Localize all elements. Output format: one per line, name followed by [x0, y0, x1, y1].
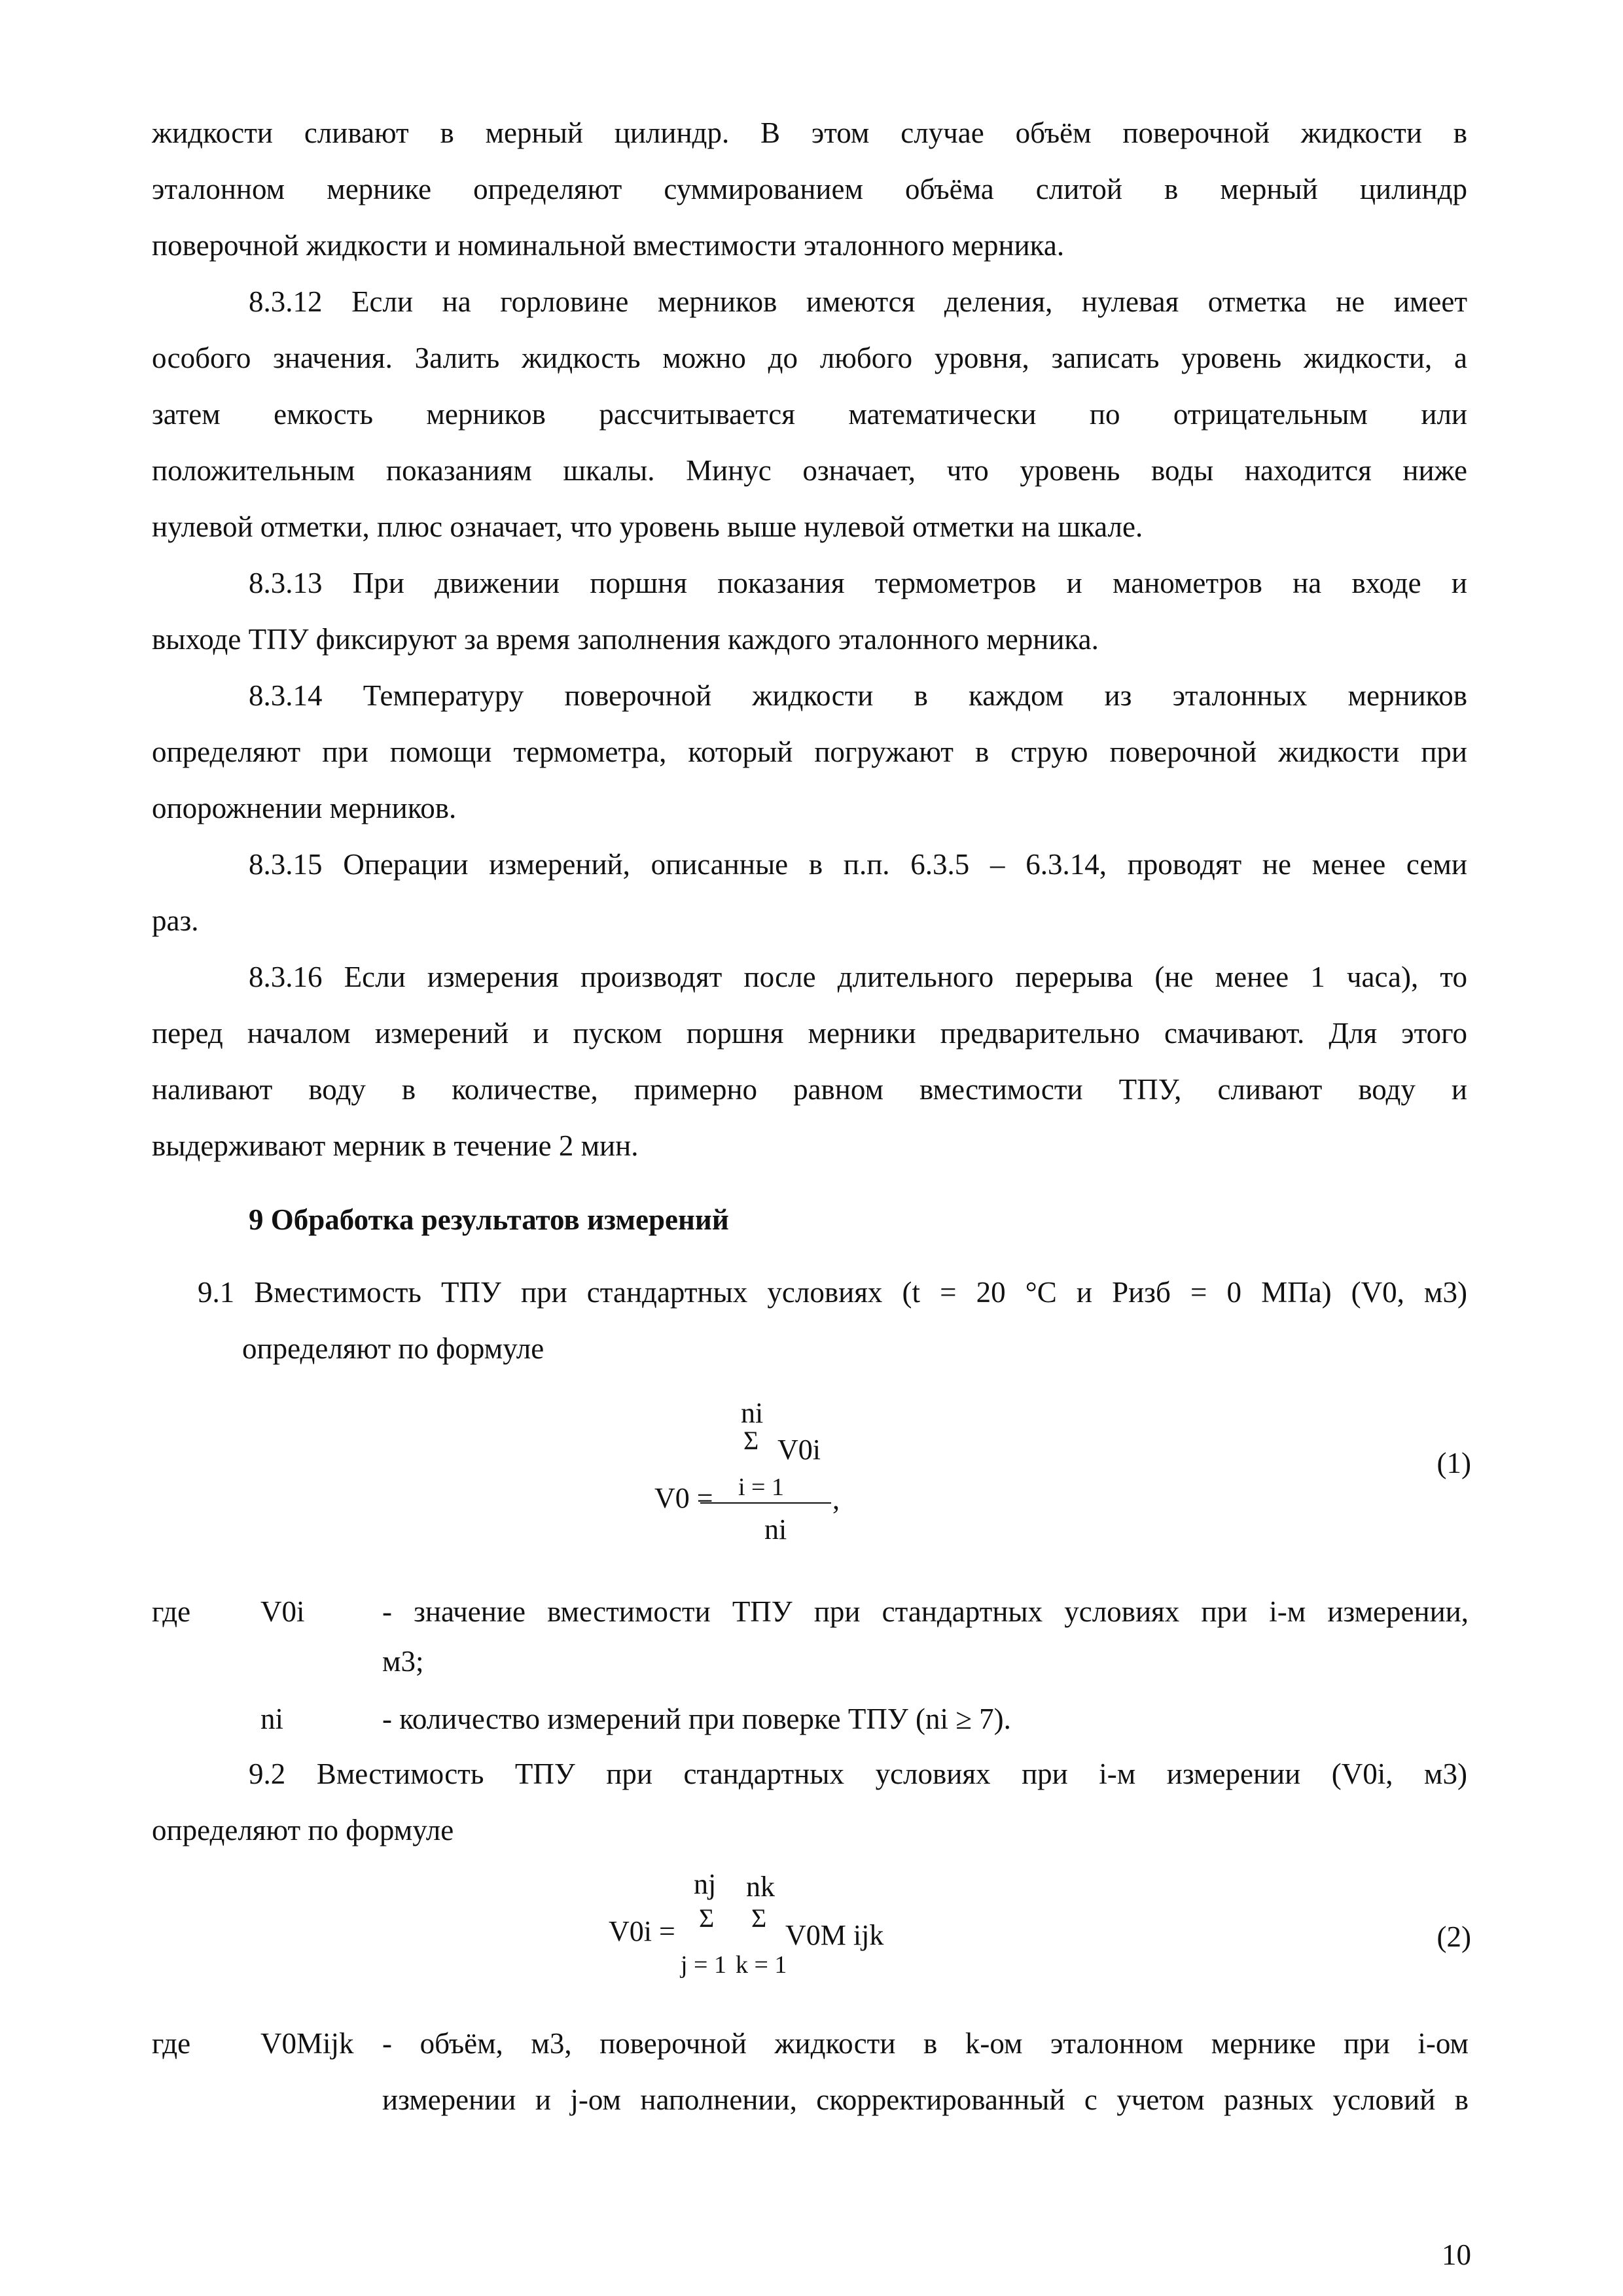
definition-v0i-unit: м3; [382, 1645, 424, 1678]
text-line: затем емкость мерников рассчитывается математически по отрицательным или [152, 398, 1467, 431]
paragraph-8-3-15 [152, 836, 1467, 949]
text-line: раз. [152, 904, 199, 937]
sum-sign-j: Σ [699, 1903, 715, 1933]
formula-number: (1) [1436, 1447, 1471, 1479]
definition-ni: - количество измерений при поверке ТПУ (ni ≥ 7). [382, 1703, 1011, 1735]
text-line: поверочной жидкости и номинальной вместимости эталонного мерника. [152, 229, 1065, 262]
text-line: 9.2 Вместимость ТПУ при стандартных условиях при i-м измерении (V0i, м3) [249, 1757, 1467, 1790]
paragraph-8-3-14 [152, 667, 1467, 836]
text-line: 8.3.14 Температуру поверочной жидкости в каждом из эталонных мерников [249, 679, 1467, 712]
sum-sign-k: Σ [751, 1903, 767, 1933]
formula-lower-limit-k: k = 1 [736, 1951, 787, 1979]
definition-v0i: - значение вместимости ТПУ при стандартных условиях при i-м измерении, [382, 1595, 1469, 1628]
formula-comma: , [832, 1483, 840, 1515]
section-heading: 9 Обработка результатов измерений [249, 1203, 729, 1236]
paragraph-8-3-13 [152, 555, 1467, 667]
text-line: жидкости сливают в мерный цилиндр. В этом случае объём поверочной жидкости в [152, 116, 1467, 149]
sum-sign: Σ [743, 1426, 759, 1455]
formula-term: V0i [777, 1434, 821, 1466]
formula-upper-limit-j: nj [694, 1868, 717, 1900]
formula-denominator: ni [764, 1513, 787, 1545]
paragraph-9-1-cont [242, 1320, 1466, 1377]
paragraph-9-2-cont [152, 1802, 1467, 1858]
formula-lhs: V0 = [654, 1482, 713, 1514]
text-line: 9.1 Вместимость ТПУ при стандартных условиях (t = 20 °С и Pизб = 0 МПа) (V0, м3) [198, 1276, 1467, 1309]
paragraph-9-1 [198, 1264, 1467, 1320]
symbol-v0i: V0i [260, 1595, 305, 1628]
where-label: где [152, 1595, 191, 1628]
text-line: положительным показаниям шкалы. Минус означает, что уровень воды находится ниже [152, 454, 1467, 487]
text-line: нулевой отметки, плюс означает, что уровень выше нулевой отметки на шкале. [152, 510, 1143, 543]
text-line: выдерживают мерник в течение 2 мин. [152, 1129, 639, 1162]
text-line: 8.3.12 Если на горловине мерников имеются деления, нулевая отметка не имеет [249, 285, 1467, 318]
text-line: определяют по формуле [242, 1332, 544, 1365]
formula-lower-limit-j: j = 1 [681, 1951, 726, 1979]
where-label: где [152, 2027, 191, 2060]
formula-upper-limit: ni [741, 1397, 764, 1429]
formula-lower-limit: i = 1 [738, 1474, 784, 1501]
formula-term: V0M ijk [785, 1919, 884, 1951]
text-line: 8.3.16 Если измерения производят после длительного перерыва (не менее 1 часа), то [249, 961, 1467, 993]
paragraph-8-3-12 [152, 274, 1467, 555]
fraction-bar [700, 1502, 831, 1504]
paragraph-continuation [152, 105, 1467, 274]
formula-upper-limit-k: nk [746, 1871, 775, 1903]
text-line: наливают воду в количестве, примерно равном вместимости ТПУ, сливают воду и [152, 1073, 1467, 1106]
definition-v0mijk: - объём, м3, поверочной жидкости в k-ом эталонном мернике при i-ом [382, 2027, 1469, 2060]
page-number: 10 [1442, 2238, 1471, 2271]
text-line: перед началом измерений и пуском поршня мерники предварительно смачивают. Для этого [152, 1017, 1467, 1050]
text-line: эталонном мернике определяют суммированием объёма слитой в мерный цилиндр [152, 173, 1467, 205]
paragraph-9-2 [249, 1746, 1467, 1802]
formula-lhs: V0i = [609, 1915, 675, 1947]
text-line: выходе ТПУ фиксируют за время заполнения каждого эталонного мерника. [152, 623, 1099, 656]
text-line: опорожнении мерников. [152, 792, 457, 824]
paragraph-8-3-16 [152, 949, 1467, 1174]
formula-number: (2) [1436, 1920, 1471, 1953]
symbol-v0mijk: V0Mijk [260, 2027, 354, 2060]
text-line: 8.3.13 При движении поршня показания термометров и манометров на входе и [249, 567, 1467, 599]
text-line: особого значения. Залить жидкость можно до любого уровня, записать уровень жидкости, а [152, 342, 1467, 374]
definition-v0mijk-cont: измерении и j-ом наполнении, скорректированный с учетом разных условий в [382, 2083, 1469, 2116]
text-line: определяют при помощи термометра, который погружают в струю поверочной жидкости при [152, 735, 1467, 768]
symbol-ni: ni [260, 1703, 284, 1735]
text-line: определяют по формуле [152, 1814, 454, 1846]
text-line: 8.3.15 Операции измерений, описанные в п.п. 6.3.5 – 6.3.14, проводят не менее семи [249, 848, 1467, 881]
